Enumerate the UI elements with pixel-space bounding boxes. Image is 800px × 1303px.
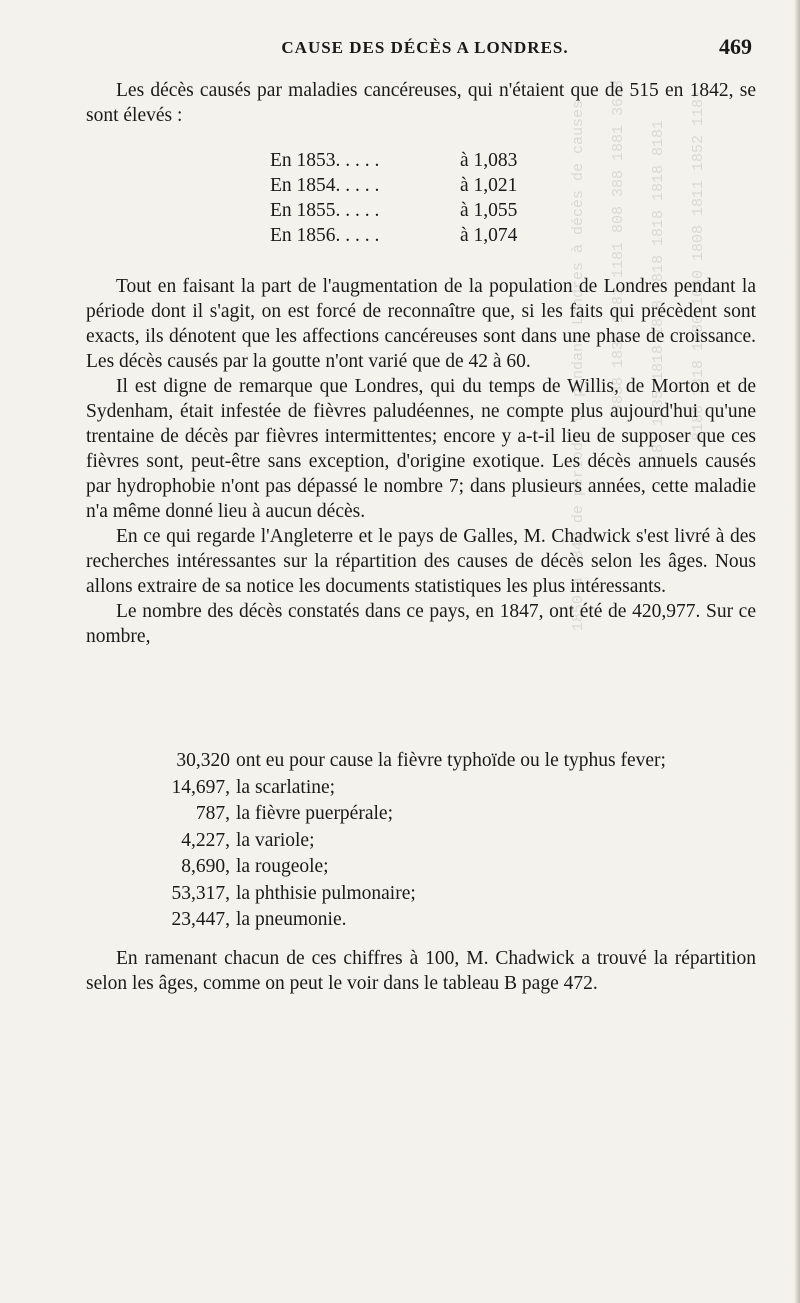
bleed-through-table: 1850 à 1842 de période la pendant Londres à décès de causes 3838 1838 1181 1181 808 388 1881 3628 1181 1835 1818 1818 1818 1818 1818 8181 8188 1818 1880 1080 1808 1811 1852 1181: [570, 80, 707, 632]
body-paragraphs: [86, 274, 756, 649]
paragraph-cancer-intro: [86, 78, 756, 128]
year-label: En 1853. . . . .: [270, 150, 380, 171]
cause-text: la scarlatine;: [236, 776, 336, 798]
cause-count: 53,317,: [171, 882, 230, 904]
cause-count: 14,697,: [171, 776, 230, 798]
page-number: 469: [719, 34, 752, 59]
cause-count: 787,: [195, 803, 230, 824]
year-label: En 1855. . . . .: [270, 200, 380, 221]
running-title: CAUSE DES DÉCÈS A LONDRES.: [281, 38, 569, 57]
page-spine-shadow: [794, 0, 800, 1303]
year-label: En 1856. . . . .: [270, 225, 380, 246]
cause-row: [140, 907, 666, 934]
cancer-deaths-by-year: [270, 148, 517, 248]
year-row: [270, 223, 517, 248]
cause-text: la pneumonie.: [236, 909, 347, 930]
cause-count: 4,227,: [181, 829, 230, 851]
year-row: [270, 148, 517, 173]
cause-row: [140, 881, 666, 908]
running-header: [90, 34, 760, 64]
cause-row: [140, 828, 666, 855]
year-label: En 1854. . . . .: [270, 175, 380, 196]
cause-text: la rougeole;: [236, 856, 329, 877]
year-row: [270, 173, 517, 198]
cause-row: [140, 801, 666, 828]
cause-row: [140, 748, 666, 775]
year-value: à 1,083: [460, 150, 518, 171]
paragraph-population: Tout en faisant la part de l'augmentation de la population de Londres pendant la période dont il s'agit, on est forcé de reconnaître que, si les faits qui précèdent sont exacts, ils dénotent que les affections cancéreuses sont dans une phase de croissance. Les décès causés par la goutte n'ont varié que de 42 à 60.: [86, 276, 756, 372]
year-value: à 1,074: [460, 225, 518, 246]
cause-count: 8,690,: [181, 856, 230, 877]
paragraph-distribution: [86, 946, 756, 996]
cause-row: [140, 775, 666, 802]
paragraph-text: Les décès causés par maladies cancéreuses, qui n'étaient que de 515 en 1842, se sont élevés :: [86, 80, 756, 126]
cause-count: 30,320: [176, 750, 230, 771]
cause-row: [140, 854, 666, 881]
year-value: à 1,021: [460, 175, 518, 196]
cause-text: ont eu pour cause la fièvre typhoïde ou le typhus fever;: [236, 750, 666, 771]
cause-count: 23,447,: [171, 909, 230, 930]
year-value: à 1,055: [460, 200, 518, 221]
cause-text: la phthisie pulmonaire;: [236, 882, 416, 904]
cause-text: la fièvre puerpérale;: [236, 803, 393, 824]
paragraph-text: En ramenant chacun de ces chiffres à 100, M. Chadwick a trouvé la répartition selon les âges, comme on peut le voir dans le tableau B page 472.: [86, 948, 756, 994]
paragraph-deaths-1847: Le nombre des décès constatés dans ce pays, en 1847, ont été de 420,977. Sur ce nombre,: [86, 601, 756, 647]
causes-of-death-list: [140, 748, 666, 934]
paragraph-chadwick: En ce qui regarde l'Angleterre et le pays de Galles, M. Chadwick s'est livré à des recherches intéressantes sur la répartition des causes de décès selon les âges. Nous allons extraire de sa notice les documents statistiques les plus intéressants.: [86, 526, 756, 597]
paragraph-fevers: Il est digne de remarque que Londres, qui du temps de Willis, de Morton et de Sydenham, était infestée de fièvres paludéennes, ne compte plus aujourd'hui qu'une trentaine de décès par fièvres intermittentes; encore y a-t-il lieu de supposer que ces fièvres sont, peut-être sans exception, d'origine exotique. Les décès annuels causés par hydrophobie n'ont pas dépassé le nombre 7; dans plusieurs années, cette maladie n'a même donné lieu à aucun décès.: [86, 376, 756, 522]
year-row: [270, 198, 517, 223]
cause-text: la variole;: [236, 829, 315, 851]
